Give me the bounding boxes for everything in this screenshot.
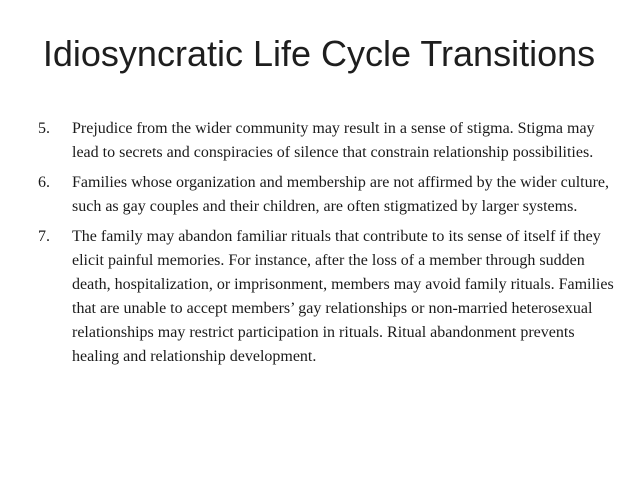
numbered-list: [38, 117, 618, 375]
list-item-text: Families whose organization and membership are not affirmed by the wider culture, such as gay couples and their children, are often stigmatized by larger systems.: [72, 174, 610, 215]
list-item-number: 7.: [38, 228, 50, 245]
list-item-text: Prejudice from the wider community may result in a sense of stigma. Stigma may lead to secrets and conspiracies of silence that constrain relationship possibilities.: [72, 120, 595, 161]
list-item-text: The family may abandon familiar rituals that contribute to its sense of itself if they elicit painful memories. For instance, after the loss of a member through sudden death, hospitalization, or imprisonment, members may avoid family rituals. Families that are unable to accept members’ gay relationships or non-married heterosexual relationships may restrict participation in rituals. Ritual abandonment prevents healing and relationship development.: [72, 228, 614, 365]
list-item-number: 6.: [38, 174, 50, 191]
list-item: [38, 171, 618, 219]
slide-title: Idiosyncratic Life Cycle Transitions: [42, 33, 596, 74]
list-item: [38, 117, 618, 165]
list-item: [38, 225, 618, 369]
list-item-number: 5.: [38, 120, 50, 137]
